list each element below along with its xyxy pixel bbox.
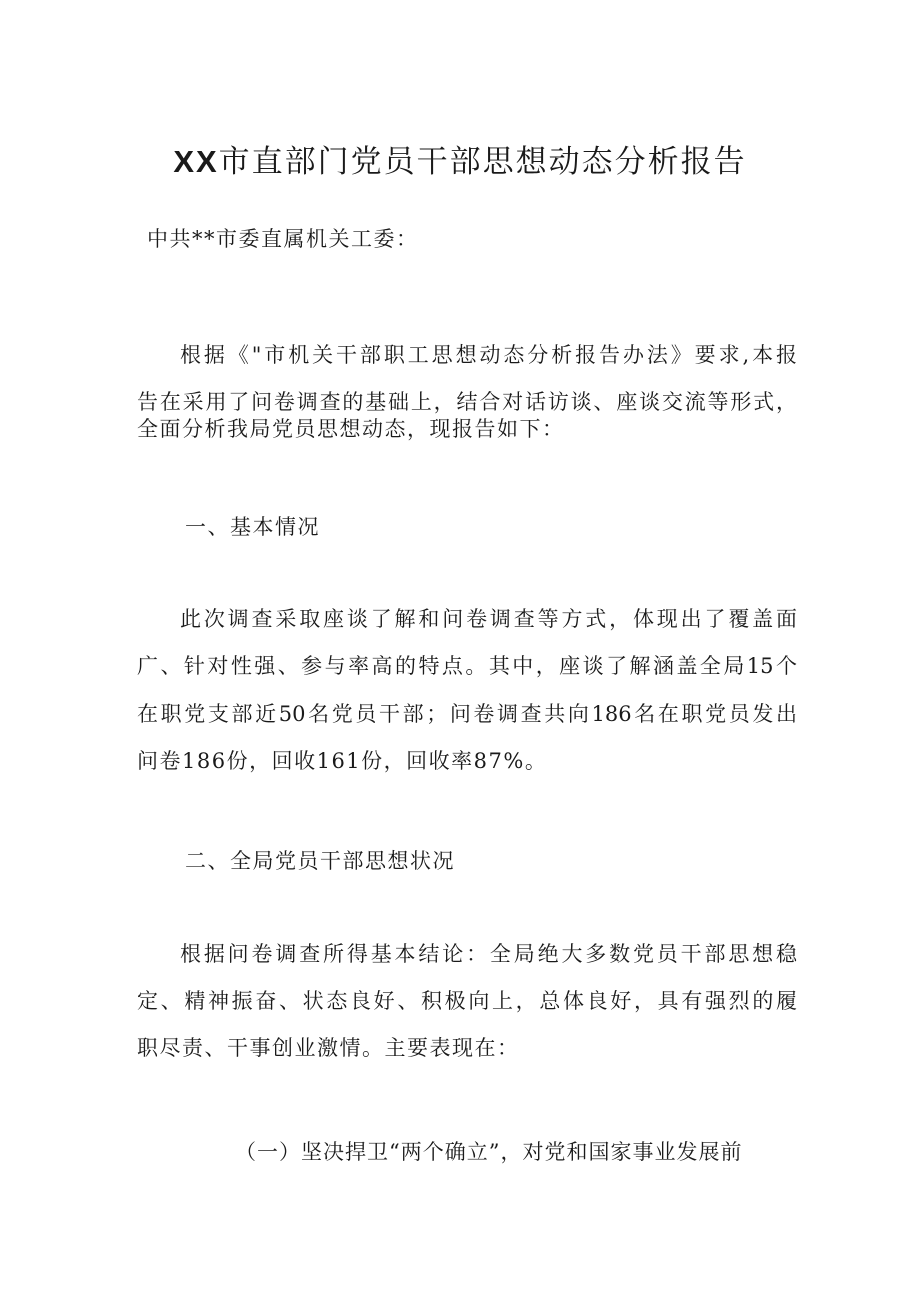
section1-line-4: 问卷186份，回收161份，回收率87%。 (137, 749, 548, 773)
section1-line-3: 在职党支部近50名党员干部；问卷调查共向186名在职党员发出 (137, 702, 797, 726)
section2-line-2: 定、精神振奋、状态良好、积极向上，总体良好，具有强烈的履 (137, 989, 797, 1013)
salutation: 中共**市委直属机关工委： (147, 227, 419, 251)
section1-line-1: 此次调查采取座谈了解和问卷调查等方式，体现出了覆盖面 (180, 607, 797, 631)
section-heading-basic: 一、基本情况 (185, 515, 320, 539)
section1-line-2: 广、针对性强、参与率高的特点。其中，座谈了解涵盖全局15个 (137, 654, 797, 678)
intro-line-1: 根据《"市机关干部职工思想动态分析报告办法》要求,本报 (180, 343, 797, 367)
section2-line-3: 职尽责、干事创业激情。主要表现在： (137, 1036, 520, 1060)
section-heading-status: 二、全局党员干部思想状况 (185, 849, 455, 873)
subsection-heading-1: （一）坚决捍卫“两个确立”，对党和国家事业发展前 (235, 1140, 743, 1164)
document-title (0, 140, 920, 184)
document-title-prefix: XX (173, 144, 219, 179)
intro-line-2: 告在采用了问卷调查的基础上，结合对话访谈、座谈交流等形式， (137, 390, 797, 414)
document-title-text: 市直部门党员干部思想动态分析报告 (218, 144, 747, 180)
section2-line-1: 根据问卷调查所得基本结论：全局绝大多数党员干部思想稳 (180, 942, 797, 966)
intro-line-3: 全面分析我局党员思想动态，现报告如下： (137, 417, 565, 441)
